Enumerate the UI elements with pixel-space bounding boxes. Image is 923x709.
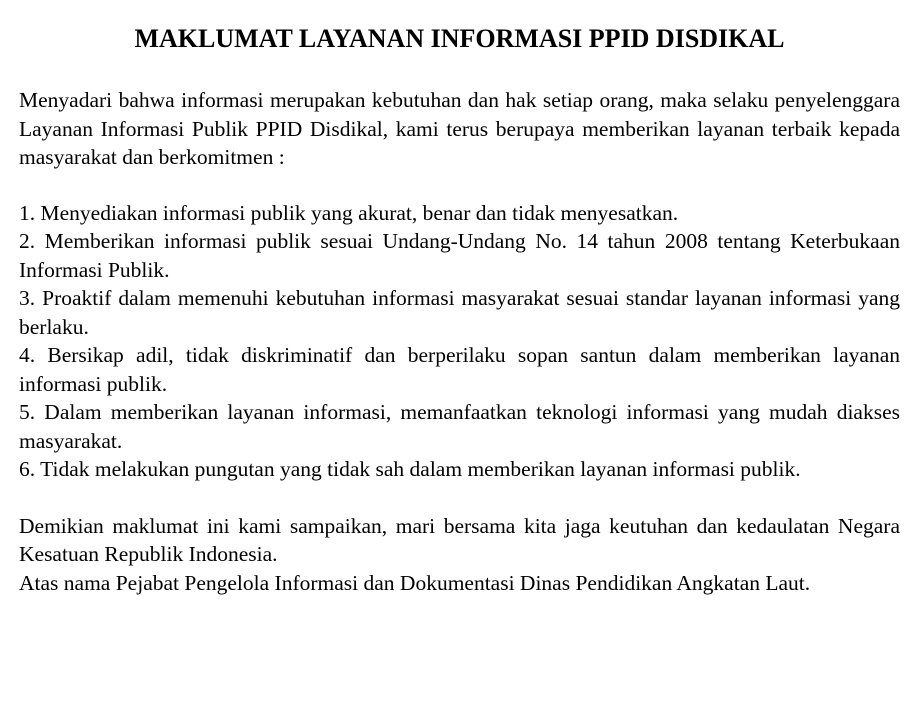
signature-paragraph: Atas nama Pejabat Pengelola Informasi dan Dokumentasi Dinas Pendidikan Angkatan Laut. [19, 570, 811, 595]
commitment-item: 6. Tidak melakukan pungutan yang tidak sah dalam memberikan layanan informasi publik. [19, 457, 801, 481]
document [19, 22, 900, 597]
commitment-item: 2. Memberikan informasi publik sesuai Undang-Undang No. 14 tahun 2008 tentang Keterbukaan Informasi Publik. [19, 229, 900, 282]
commitment-list [19, 199, 900, 484]
commitment-item: 4. Bersikap adil, tidak diskriminatif dan berperilaku sopan santun dalam memberikan layanan informasi publik. [19, 343, 900, 396]
commitment-item: 3. Proaktif dalam memenuhi kebutuhan informasi masyarakat sesuai standar layanan informasi yang berlaku. [19, 286, 900, 339]
document-title: MAKLUMAT LAYANAN INFORMASI PPID DISDIKAL [134, 24, 785, 53]
intro-paragraph: Menyadari bahwa informasi merupakan kebutuhan dan hak setiap orang, maka selaku penyelenggara Layanan Informasi Publik PPID Disdikal, kami terus berupaya memberikan layanan terbaik kepada masyarakat dan berkomitmen : [19, 88, 900, 169]
closing-paragraph: Demikian maklumat ini kami sampaikan, mari bersama kita jaga keutuhan dan kedaulatan Negara Kesatuan Republik Indonesia. [19, 513, 900, 566]
commitment-item: 1. Menyediakan informasi publik yang akurat, benar dan tidak menyesatkan. [19, 200, 679, 225]
commitment-item: 5. Dalam memberikan layanan informasi, memanfaatkan teknologi informasi yang mudah diakses masyarakat. [19, 400, 900, 453]
